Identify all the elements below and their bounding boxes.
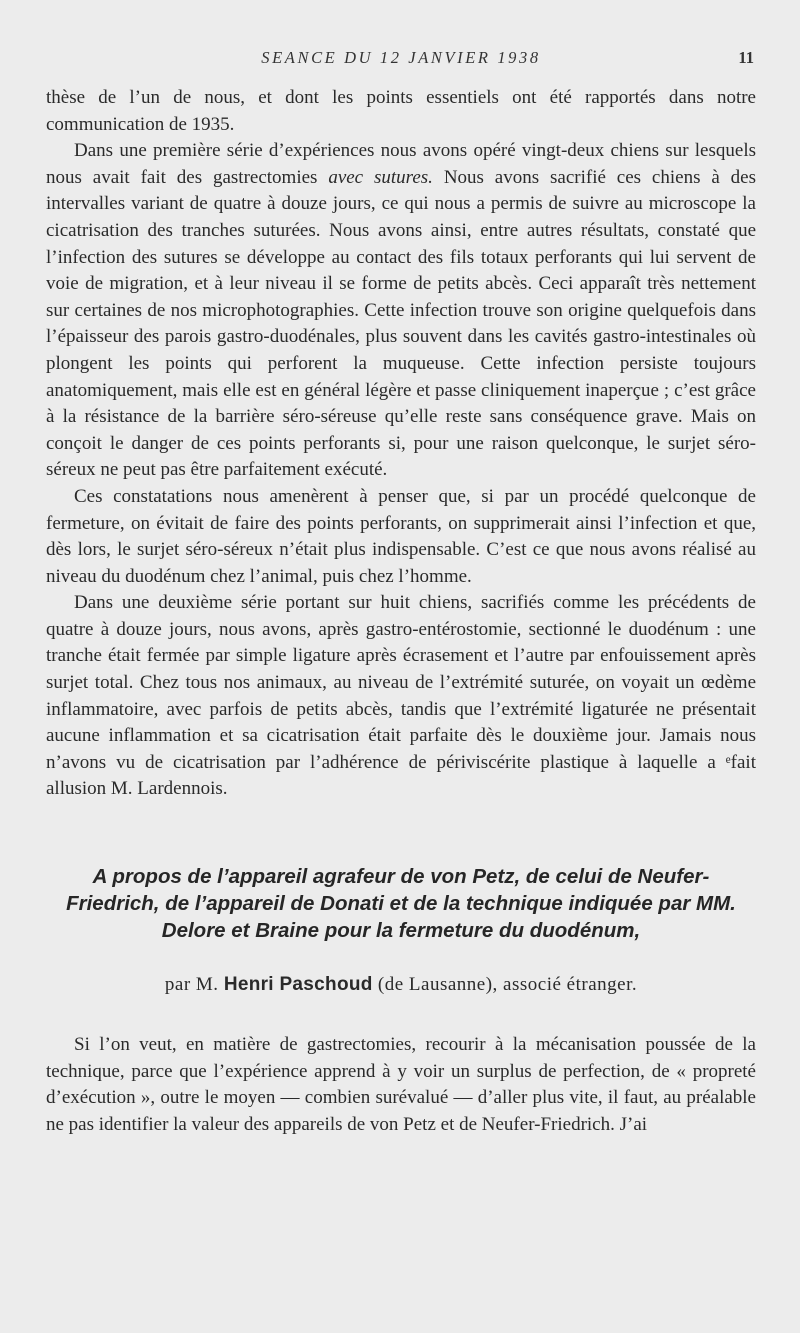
emphasis: avec sutures. [328,166,433,188]
paragraph: Ces constatations nous amenèrent à penser que, si par un procédé quelconque de fermeture, on évitait de faire des points perforants, on supprimerait ainsi l’infection et que, dès lors, le surjet séro-séreux n’était plus indispensable. C’est ce que nous avons réalisé au niveau du duodénum chez l’animal, puis chez l’homme. [46,485,756,587]
paragraph: Dans une deuxième série portant sur huit chiens, sacrifiés comme les précédents de quatre à douze jours, nous avons, après gastro-entérostomie, sectionné le duodénum : une tranche était fermée par simple ligature après écrasement et l’autre par enfouissement après surjet total. Chez tous nos animaux, au niveau de l’extrémité suturée, on voyait un œdème inflammatoire, avec parfois de petits abcès, tandis que l’extrémité ligaturée ne présentait aucune inflammation et sa cicatrisation était parfaite dès le douxième jour. Jamais nous n’avons vu de cicatrisation par l’adhérence de périviscérite plastique à laquelle a ᵉfait allusion M. Lardennois. [46,592,756,800]
page-number: 11 [738,48,754,67]
author-name: Henri Paschoud [223,974,373,996]
section-previous-article [46,85,756,803]
running-head [46,47,756,77]
paragraph: Si l’on veut, en matière de gastrectomies, recourir à la mécanisation poussée de la technique, parce que l’expérience apprend à y voir un surplus de perfection, de « propreté d’exécution », outre le moyen — combien surévalué — d’aller plus vite, il faut, au préalable ne pas identifier la valeur des appareils de von Petz et de Neufer-Friedrich. J’ai [46,1034,756,1135]
byline: par M. Henri Paschoud (de Lausanne), associé étranger. [164,974,638,996]
article-body [46,1032,756,1138]
article-title: A propos de l’appareil agrafeur de von Petz, de celui de Neufer-Friedrich, de l’appareil de Donati et de la technique indiquée par MM. Delore et Braine pour la fermeture du duodénum, [66,865,736,943]
paragraph: thèse de l’un de nous, et dont les points essentiels ont été rapportés dans notre communication de 1935. [46,87,756,135]
paragraph: Dans une première série d’expériences nous avons opéré vingt-deux chiens sur lesquels nous avait fait des gastrectomies avec sutures. Nous avons sacrifié ces chiens à des intervalles variant de quatre à douze jours, ce qui nous a permis de suivre au microscope la cicatrisation des tranches suturées. Nous avons ainsi, entre autres résultats, constaté que l’infection des sutures se développe au contact des fils totaux perforants qui lui servent de voie de migration, et à leur niveau il se forme de petits abcès. Ceci apparaît très nettement sur certaines de nos microphotographies. Cette infection trouve son origine quelquefois dans l’épaisseur des parois gastro-duodénales, plus souvent dans les cavités gastro-intestinales où plongent les points qui perforent la muqueuse. Cette infection persiste toujours anatomiquement, mais elle est en général légère et passe cliniquement inaperçue ; c’est grâce à la résistance de la barrière séro-séreuse qu’elle reste sans conséquence grave. Mais on conçoit le danger de ces points perforants si, pour une raison quelconque, le surjet séro-séreux ne peut pas être parfaitement exécuté. [46,140,756,481]
running-title: SEANCE DU 12 JANVIER 1938 [261,48,541,67]
